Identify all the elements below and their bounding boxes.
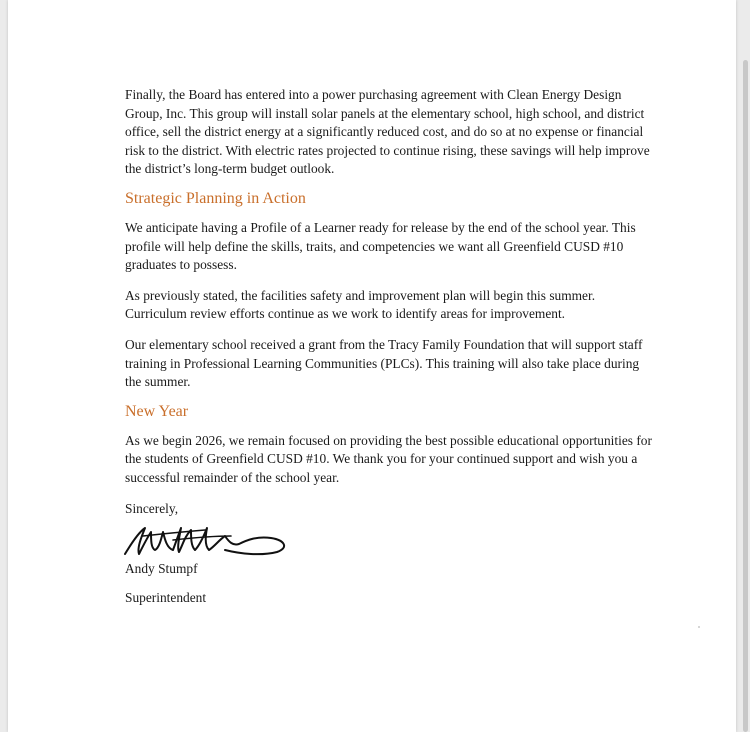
paragraph-new-year: As we begin 2026, we remain focused on providing the best possible educational opportunities for the students of Greenfield CUSD #10. We thank you for your continued support and wish you a successful remainder of the school year.: [125, 432, 652, 485]
intro-paragraph: Finally, the Board has entered into a power purchasing agreement with Clean Energy Design Group, Inc. This group will install solar panels at the elementary school, high school, and district office, sell the district energy at a significantly reduced cost, and do so at no expense or financial risk to the district. With electric rates projected to continue rising, these savings will help improve the district’s long-term budget outlook.: [125, 87, 650, 177]
closing-salutation: Sincerely,: [125, 500, 179, 516]
letter-body: [125, 86, 655, 607]
page-speck: [698, 626, 700, 628]
handwritten-signature: [121, 520, 291, 562]
section-heading-strategic-planning: Strategic Planning in Action: [125, 189, 306, 207]
signature-block: [125, 500, 655, 608]
signer-name: Andy Stumpf: [125, 561, 198, 577]
paragraph-profile-of-learner: We anticipate having a Profile of a Learner ready for release by the end of the school year. This profile will help define the skills, traits, and competencies we want all Greenfield CUSD #10 graduates to possess.: [125, 219, 636, 273]
document-page: [8, 0, 736, 732]
section-heading-new-year: New Year: [125, 402, 189, 420]
vertical-scrollbar[interactable]: [743, 60, 748, 732]
signer-title: Superintendent: [125, 589, 207, 605]
paragraph-facilities-plan: As previously stated, the facilities safety and improvement plan will begin this summer. Curriculum review efforts continue as we work to identify areas for improvement.: [125, 287, 596, 322]
paragraph-grant: Our elementary school received a grant from the Tracy Family Foundation that will support staff training in Professional Learning Communities (PLCs). This training will also take place during the summer.: [125, 336, 643, 390]
